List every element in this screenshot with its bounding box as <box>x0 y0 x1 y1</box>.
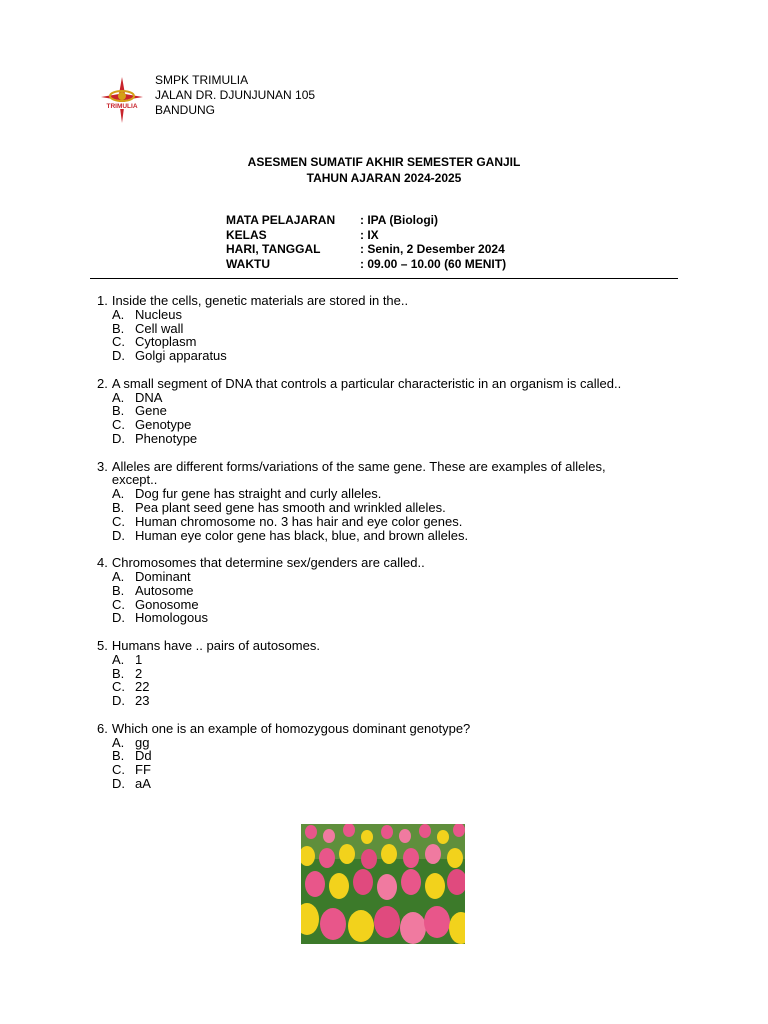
question-5 <box>97 639 637 708</box>
question-number: 1. <box>97 293 108 308</box>
option-text: Phenotype <box>135 430 198 446</box>
option-text: FF <box>135 762 151 778</box>
meta-label: HARI, TANGGAL <box>226 242 321 256</box>
meta-row-date <box>226 242 506 257</box>
question-text: Inside the cells, genetic materials are stored in the.. <box>111 293 409 308</box>
option-text: Dominant <box>135 568 191 584</box>
header-divider <box>90 278 678 279</box>
option-text: Cell wall <box>135 320 184 336</box>
option-d <box>97 349 637 363</box>
option-text: Gene <box>135 403 167 419</box>
option-letter: B. <box>112 665 125 681</box>
meta-row-subject <box>226 213 506 228</box>
option-letter: B. <box>112 320 125 336</box>
option-letter: A. <box>112 734 125 750</box>
question-1 <box>97 294 637 363</box>
option-text: Human eye color gene has black, blue, and brown alleles. <box>135 527 469 543</box>
question-number: 2. <box>97 375 108 391</box>
option-c <box>97 418 637 432</box>
option-letter: A. <box>112 306 125 322</box>
school-logo-icon <box>100 76 144 124</box>
option-a <box>97 391 637 405</box>
option-a <box>97 487 637 501</box>
option-text: gg <box>135 734 150 750</box>
option-text: Dd <box>135 748 152 764</box>
option-b <box>97 501 637 515</box>
option-d <box>97 611 637 625</box>
option-text: Golgi apparatus <box>135 348 227 364</box>
option-a <box>97 736 637 750</box>
meta-value: : IX <box>360 227 379 242</box>
meta-value: : 09.00 – 10.00 (60 MENIT) <box>360 256 507 271</box>
option-text: Genotype <box>135 417 192 433</box>
option-letter: C. <box>112 417 125 433</box>
option-letter: D. <box>112 348 125 364</box>
option-text: 22 <box>135 679 150 695</box>
option-text: Nucleus <box>135 306 182 322</box>
option-c <box>97 515 637 529</box>
option-letter: D. <box>112 527 125 543</box>
question-list <box>97 294 637 804</box>
option-d <box>97 694 637 708</box>
question-text: Chromosomes that determine sex/genders are called.. <box>111 555 425 571</box>
option-c <box>97 763 637 777</box>
option-text: 23 <box>135 693 150 709</box>
option-letter: C. <box>112 679 125 695</box>
question-text: A small segment of DNA that controls a particular characteristic in an organism is called.. <box>111 375 622 391</box>
option-text: Pea plant seed gene has smooth and wrinkled alleles. <box>135 499 446 515</box>
question-2 <box>97 377 637 446</box>
option-letter: A. <box>112 486 125 502</box>
option-d <box>97 529 637 543</box>
option-letter: C. <box>112 762 125 778</box>
option-a <box>97 653 637 667</box>
question-4 <box>97 556 637 625</box>
option-letter: D. <box>112 775 125 791</box>
question-text: Humans have .. pairs of autosomes. <box>111 637 320 653</box>
option-c <box>97 598 637 612</box>
option-c <box>97 335 637 349</box>
question-3 <box>97 460 637 543</box>
option-text: 2 <box>135 665 143 681</box>
meta-value: : IPA (Biologi) <box>360 213 438 227</box>
option-a <box>97 570 637 584</box>
question-number: 5. <box>97 637 108 653</box>
option-text: aA <box>135 775 151 791</box>
option-b <box>97 667 637 681</box>
school-address <box>155 73 315 118</box>
option-b <box>97 404 637 418</box>
option-a <box>97 308 637 322</box>
option-text: Autosome <box>135 582 194 598</box>
meta-label: MATA PELAJARAN <box>226 213 336 227</box>
option-d <box>97 777 637 791</box>
option-letter: C. <box>112 596 125 612</box>
meta-label: WAKTU <box>226 256 270 271</box>
option-letter: B. <box>112 582 125 598</box>
svg-text:TRIMULIA: TRIMULIA <box>106 103 138 110</box>
option-d <box>97 432 637 446</box>
meta-row-time <box>226 257 506 272</box>
option-letter: C. <box>112 513 125 529</box>
option-text: 1 <box>135 651 143 667</box>
question-number: 3. <box>97 458 108 474</box>
question-number: 6. <box>97 720 108 736</box>
option-letter: B. <box>112 403 125 419</box>
school-street: JALAN DR. DJUNJUNAN 105 <box>155 88 316 102</box>
exam-meta <box>226 213 506 271</box>
option-text: DNA <box>135 389 163 405</box>
question-text: Which one is an example of homozygous dominant genotype? <box>111 720 471 736</box>
question-text: Alleles are different forms/variations of the same gene. These are examples of alleles, except.. <box>111 458 606 488</box>
option-letter: A. <box>112 389 125 405</box>
meta-value: : Senin, 2 Desember 2024 <box>360 242 505 256</box>
option-text: Gonosome <box>135 596 199 612</box>
school-name: SMPK TRIMULIA <box>155 73 249 87</box>
option-c <box>97 680 637 694</box>
tulips-photo-icon <box>301 824 465 944</box>
option-text: Cytoplasm <box>135 334 197 350</box>
option-letter: A. <box>112 568 125 584</box>
option-letter: A. <box>112 651 125 667</box>
option-letter: B. <box>112 748 125 764</box>
option-text: Human chromosome no. 3 has hair and eye color genes. <box>135 513 463 529</box>
option-b <box>97 749 637 763</box>
option-b <box>97 322 637 336</box>
option-letter: C. <box>112 334 125 350</box>
school-city: BANDUNG <box>155 103 216 117</box>
option-letter: D. <box>112 430 125 446</box>
question-number: 4. <box>97 555 108 571</box>
option-b <box>97 584 637 598</box>
option-text: Homologous <box>135 610 208 626</box>
option-text: Dog fur gene has straight and curly alleles. <box>135 486 382 502</box>
option-letter: B. <box>112 499 125 515</box>
meta-label: KELAS <box>226 227 267 242</box>
exam-title: ASESMEN SUMATIF AKHIR SEMESTER GANJIL <box>247 155 521 169</box>
meta-row-class <box>226 228 506 243</box>
question-6 <box>97 722 637 791</box>
exam-year: TAHUN AJARAN 2024-2025 <box>306 171 462 185</box>
option-letter: D. <box>112 610 125 626</box>
option-letter: D. <box>112 693 125 709</box>
